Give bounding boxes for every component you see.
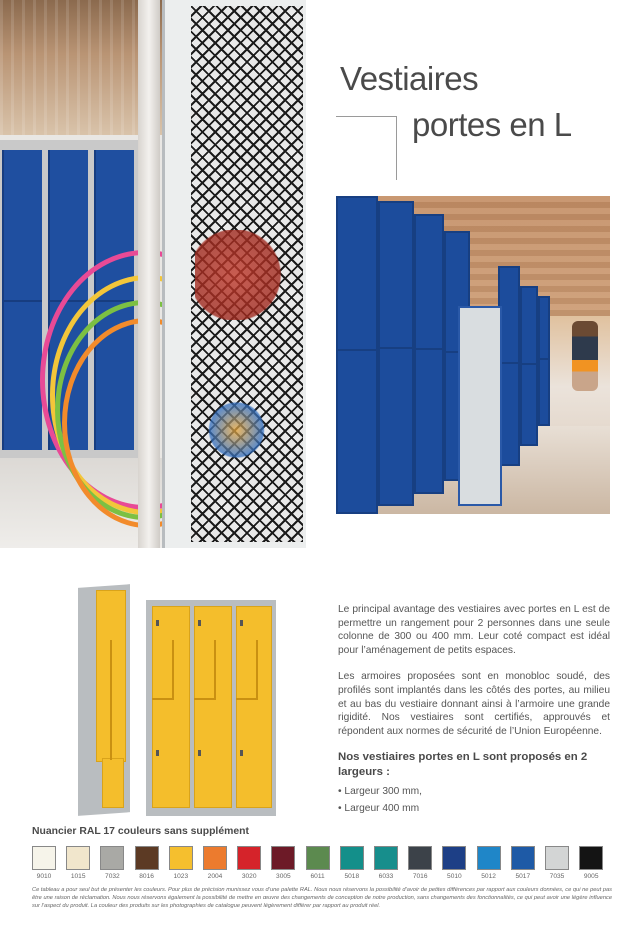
single-locker-open-panel	[102, 758, 124, 808]
description-text	[338, 603, 610, 817]
swatch-5017	[511, 846, 535, 882]
swatch-color	[579, 846, 603, 870]
page-title	[336, 60, 626, 180]
swatch-3020	[237, 846, 261, 882]
swatch-code: 3020	[241, 873, 257, 880]
locker-door-1	[152, 606, 190, 808]
title-line-2: portes en L	[412, 106, 572, 143]
swatch-color	[32, 846, 56, 870]
swatch-code: 3005	[276, 873, 291, 880]
swatch-color	[66, 846, 90, 870]
title-line-1: Vestiaires	[340, 60, 479, 97]
swatch-6011	[306, 846, 330, 882]
red-bag	[195, 230, 295, 320]
swatch-1015	[66, 846, 90, 882]
locker-door-2	[194, 606, 232, 808]
l-door-seam	[152, 698, 172, 700]
locker-side	[138, 0, 160, 548]
swatch-color	[271, 846, 295, 870]
swatch-code: 2004	[207, 873, 223, 880]
swatch-3005	[271, 846, 295, 882]
photo-locker-room	[336, 196, 610, 514]
open-locker-door	[458, 306, 502, 506]
swatch-2004	[203, 846, 227, 882]
palette-title: Nuancier RAL 17 couleurs sans supplément	[32, 826, 249, 837]
swatch-5012	[477, 846, 501, 882]
l-door-seam	[256, 640, 258, 700]
list-item: • Largeur 300 mm,	[338, 783, 610, 800]
paragraph-advantage: Le principal avantage des vestiaires avec portes en L est de permettre un rangement pour 2 personnes dans une seule colonne de 300 ou 400 mm. Leur coté compact est idéal pour l’aménagement de petits espaces.	[338, 604, 610, 656]
locker-column	[414, 214, 444, 494]
swatch-7016	[408, 846, 432, 882]
swatch-color	[511, 846, 535, 870]
swatch-9005	[579, 846, 603, 882]
locker-column	[336, 196, 378, 514]
title-rule-vertical	[396, 116, 397, 180]
swatch-color	[237, 846, 261, 870]
swatch-code: 5018	[344, 873, 360, 880]
list-item: • Largeur 400 mm	[338, 800, 610, 817]
swatch-5010	[442, 846, 466, 882]
swatch-code: 9010	[36, 873, 52, 880]
widths-heading: Nos vestiaires portes en L sont proposés en 2 largeurs :	[338, 751, 588, 778]
perforated-door	[162, 0, 306, 548]
swatch-7035	[545, 846, 569, 882]
hero-photo-lockers	[0, 0, 306, 548]
swatch-code: 1023	[173, 873, 189, 880]
swatch-5018	[340, 846, 364, 882]
swatch-code: 5017	[515, 873, 531, 880]
l-door-seam	[214, 640, 216, 700]
swatch-color	[374, 846, 398, 870]
color-swatches	[32, 846, 612, 882]
swatch-code: 1015	[70, 873, 86, 880]
locker-door-3	[236, 606, 272, 808]
disclaimer-text: Ce tableau a pour seul but de présenter les couleurs. Pour plus de précision munissez vous d’une palette RAL. Nous nous réservons la possibilité d’avoir de petites différences par rapport aux couleurs données, ce qui ne peut pas être une raison de réclamation. Nous nous réservons également la possibilité de mettre en œuvre des changements de conception de notre production, sans changements des fonctionnalités, ce qui peut avoir une légère influence sur l’aspect du produit. La couleur des produits sur les photographies de catalogue peuvent légèrement différer par rapport au produit réel.	[32, 887, 612, 910]
product-yellow-lockers	[78, 580, 278, 816]
swatch-color	[169, 846, 193, 870]
swatch-color	[203, 846, 227, 870]
swatch-8016	[135, 846, 159, 882]
swatch-9010	[32, 846, 56, 882]
swatch-7032	[100, 846, 124, 882]
swatch-code: 5010	[447, 873, 462, 880]
lock-icon	[156, 750, 159, 756]
locker-column	[538, 296, 550, 426]
widths-list	[338, 783, 610, 817]
swatch-color	[545, 846, 569, 870]
l-door-seam	[194, 698, 214, 700]
swatch-code: 7032	[105, 873, 120, 880]
ball	[205, 400, 275, 460]
locker-column	[520, 286, 538, 446]
swatch-code: 5012	[481, 873, 496, 880]
swatch-code: 7016	[412, 873, 428, 880]
swatch-color	[135, 846, 159, 870]
swatch-1023	[169, 846, 193, 882]
l-door-seam	[172, 640, 174, 700]
lock-icon	[240, 750, 243, 756]
swatch-code: 6033	[378, 873, 394, 880]
swatch-color	[442, 846, 466, 870]
swatch-color	[100, 846, 124, 870]
locker-column	[378, 201, 414, 506]
paragraph-construction: Les armoires proposées sont en monobloc soudé, des profilés sont implantés dans les côtés des portes, au milieu et au bas du vestiaire donnant ainsi à l’armoire une grande rigidité. Nos vestiaires sont certifiés, approuvés et répondent aux normes de sécurité de l’Union Européenne.	[338, 671, 610, 737]
swatch-color	[340, 846, 364, 870]
person-with-ball	[572, 321, 598, 391]
swatch-color	[306, 846, 330, 870]
lock-icon	[198, 750, 201, 756]
swatch-color	[477, 846, 501, 870]
lock-icon	[156, 620, 159, 626]
swatch-code: 8016	[139, 873, 154, 880]
swatch-6033	[374, 846, 398, 882]
l-door-seam	[236, 698, 256, 700]
l-door-seam	[110, 640, 112, 760]
swatch-code: 9005	[583, 873, 599, 880]
lock-icon	[198, 620, 201, 626]
title-rule-horizontal	[336, 116, 396, 117]
lock-icon	[240, 620, 243, 626]
swatch-code: 7035	[549, 873, 565, 880]
swatch-code: 6011	[310, 873, 325, 880]
swatch-color	[408, 846, 432, 870]
